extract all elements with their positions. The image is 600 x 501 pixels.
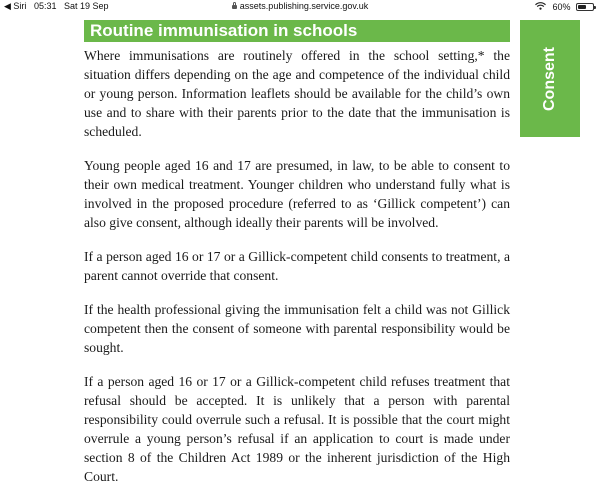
lock-icon (232, 5, 237, 9)
battery-percent: 60% (552, 1, 571, 12)
address-bar[interactable] (0, 1, 600, 11)
paragraph: Young people aged 16 and 17 are presumed, in law, to be able to consent to their own medical treatment. Younger children who understand fully what is involved in the proposed procedure (referred to as ‘Gillick competent’) can also give consent, although ideally their parents will be involved. (84, 158, 510, 230)
back-to-app-link[interactable]: ◀ Siri (4, 1, 27, 11)
article-body (84, 46, 510, 501)
wifi-icon (535, 2, 546, 12)
status-bar (0, 0, 600, 14)
paragraph: Where immunisations are routinely offered in the school setting,* the situation differs depending on the age and competence of the individual child or young person. Information leaflets should be available for the child’s own use and to share with their parents prior to the date that the immunisation is scheduled. (84, 48, 510, 139)
status-date: Sat 19 Sep (63, 1, 109, 11)
paragraph: If the health professional giving the immunisation felt a child was not Gillick competent then the consent of someone with parental responsibility would be sought. (84, 302, 510, 355)
url-text: assets.publishing.service.gov.uk (239, 1, 369, 11)
status-bar-right (535, 1, 594, 12)
side-tab-consent (520, 20, 580, 137)
paragraph: If a person aged 16 or 17 or a Gillick-competent child consents to treatment, a parent cannot override that consent. (84, 249, 510, 283)
paragraph: If a person aged 16 or 17 or a Gillick-competent child refuses treatment that refusal should be accepted. It is unlikely that a person with parental responsibility could overrule such a refusal. It is possible that the court might overrule a young person’s refusal if an application to court is made under section 8 of the Children Act 1989 or the inherent jurisdiction of the High Court. (84, 374, 510, 484)
section-heading: Routine immunisation in schools (84, 20, 510, 42)
status-time: 05:31 (33, 1, 57, 11)
side-tab-label: Consent (541, 46, 558, 111)
battery-icon (576, 3, 594, 11)
